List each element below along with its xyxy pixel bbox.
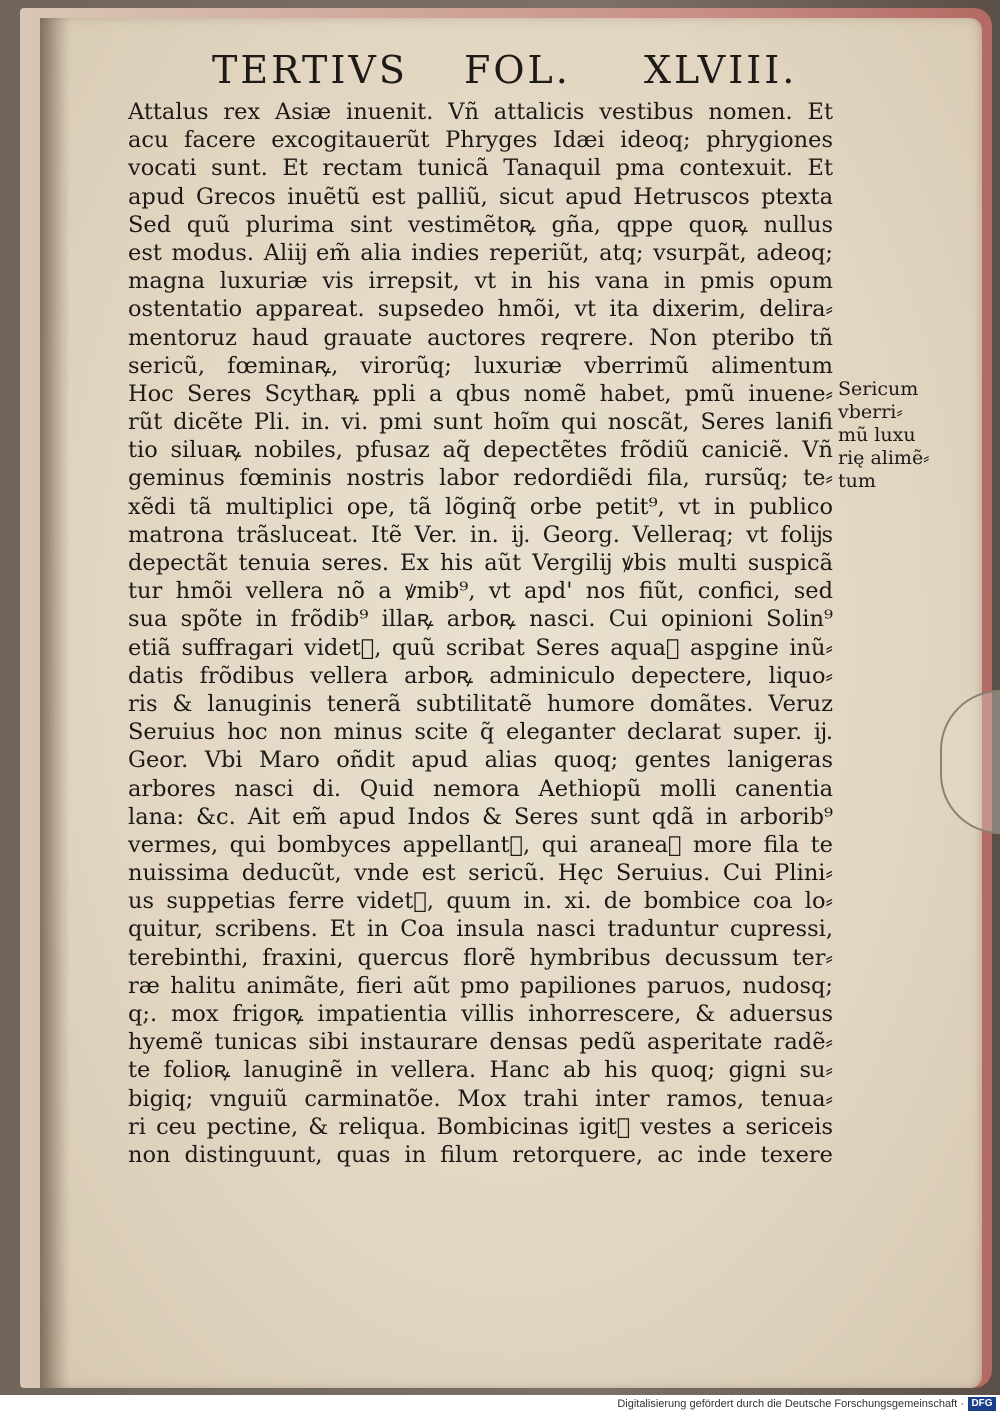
text-line: sua spõte in frõdib⁹ illaꝶ arboꝶ nasci. Cui opinioni Solin⁹ bbox=[128, 606, 833, 633]
text-line: vocati sunt. Et rectam tunicã Tanaquil pma contexuit. Et bbox=[128, 155, 833, 182]
text-line: acu facere excogitauerũt Phryges Idæi ideoq; phrygiones bbox=[128, 127, 833, 154]
text-line: tur hmõi vellera nõ a ꝟmib⁹, vt apd' nos fiũt, confici, sed bbox=[128, 578, 833, 605]
text-line: ostentatio appareat. supsedeo hmõi, vt ita dixerim, delira⸗ bbox=[128, 296, 833, 323]
text-line: Sed quũ plurima sint vestimẽtoꝶ gña, qppe quoꝶ nullus bbox=[128, 211, 833, 238]
text-line: est modus. Aliĳ em̃ alia indies reperiũt, atq; vsurpãt, adeoq; bbox=[128, 239, 833, 266]
page-gutter bbox=[40, 18, 70, 1388]
marginal-note-line: tum bbox=[838, 470, 876, 492]
text-line: ris & lanuginis tenerã subtilitatẽ humore domãtes. Veruz bbox=[128, 690, 833, 717]
text-line: Seruius hoc non minus scite q̃ eleganter declarat super. ĳ. bbox=[128, 719, 833, 746]
text-line: terebinthi, fraxini, quercus florẽ hymbribus decussum ter⸗ bbox=[128, 944, 833, 971]
text-line: Hoc Seres Scythaꝶ ppli a qbus nomẽ habet, pmũ inuene⸗ bbox=[128, 380, 833, 407]
text-line: quitur, scribens. Et in Coa insula nasci traduntur cupressi, bbox=[128, 916, 833, 943]
text-line: tio siluaꝶ nobiles, pfusaz aq̃ depectẽtes frõdiũ caniciẽ. Vñ bbox=[128, 437, 833, 464]
text-line: us suppetias ferre videt᷑, quum in. xi. de bombice coa lo⸗ bbox=[128, 888, 833, 915]
marginal-note-line: Sericum bbox=[838, 378, 919, 400]
text-line: xẽdi tã multiplici ope, tã lõginq̃ orbe petit⁹, vt in publico bbox=[128, 493, 833, 520]
text-line: datis frõdibus vellera arboꝶ adminiculo depectere, liquo⸗ bbox=[128, 662, 833, 689]
marginal-note-line: mũ luxu bbox=[838, 424, 916, 446]
header-title: TERTIVS bbox=[212, 48, 408, 92]
text-line: depectãt tenuia seres. Ex his aũt Vergilĳ ꝟbis multi suspicã bbox=[128, 550, 833, 576]
marginal-note-line: rię alimẽ⸗ bbox=[838, 447, 930, 469]
text-line: non distinguunt, quas in filum retorquere, ac inde texere bbox=[128, 1141, 833, 1168]
funding-credit: Digitalisierung gefördert durch die Deutsche Forschungsgemeinschaft · bbox=[617, 1398, 964, 1410]
text-line: Geor. Vbi Maro oñdit apud alias quoq; gentes lanigeras bbox=[128, 747, 833, 774]
text-line: sericũ, fœminaꝶ, virorũq; luxuriæ vberrimũ alimentum bbox=[128, 352, 833, 379]
text-line: Attalus rex Asiæ inuenit. Vñ attalicis vestibus nomen. Et bbox=[128, 99, 833, 125]
text-line: mentoruz haud grauate auctores reqrere. Non pteribo tñ bbox=[128, 324, 833, 351]
text-line: q;. mox frigoꝶ impatientia villis inhorrescere, & aduersus bbox=[128, 1001, 833, 1027]
text-line: magna luxuriæ vis irrepsit, vt in his vana in pmis opum bbox=[128, 268, 833, 295]
dfg-logo: DFG bbox=[968, 1397, 996, 1411]
text-line: geminus fœminis nostris labor redordiẽdi fila, rursũq; te⸗ bbox=[128, 465, 833, 492]
text-line: ri ceu pectine, & reliqua. Bombicinas igit᷑ vestes a sericeis bbox=[128, 1113, 833, 1140]
text-line: matrona trãsluceat. Itẽ Ver. in. ĳ. Georg. Velleraq; vt folĳs bbox=[128, 521, 833, 548]
text-line: apud Grecos inuẽtũ est palliũ, sicut apud Hetruscos ptexta bbox=[128, 183, 833, 210]
text-line: bigiq; vnguiũ carminatõe. Mox trahi inter ramos, tenua⸗ bbox=[128, 1085, 833, 1112]
text-line: hyemẽ tunicas sibi instaurare densas pedũ asperitate radẽ⸗ bbox=[128, 1029, 833, 1056]
text-line: ræ halitu animãte, fieri aũt pmo papiliones paruos, nudosq; bbox=[128, 972, 833, 999]
header-folio-label: FOL. bbox=[464, 48, 571, 92]
marginal-note bbox=[838, 378, 948, 493]
text-line: vermes, qui bombyces appellant᷑, qui araneaꝶ more fila te bbox=[128, 831, 833, 858]
text-line: nuissima deducũt, vnde est sericũ. Hęc Seruius. Cui Plini⸗ bbox=[128, 860, 833, 887]
text-line: arbores nasci di. Quid nemora Aethiopũ molli canentia bbox=[128, 775, 833, 802]
body-text-block bbox=[128, 98, 833, 1169]
text-line: te folioꝶ lanuginẽ in vellera. Hanc ab his quoq; gigni su⸗ bbox=[128, 1057, 833, 1084]
text-line: lana: &c. Ait em̃ apud Indos & Seres sunt qdã in arborib⁹ bbox=[128, 803, 833, 830]
text-line: rũt dicẽte Pli. in. vi. pmi sunt hoĩm qui noscãt, Seres lanifi bbox=[128, 409, 833, 436]
header-folio-number: XLVIII. bbox=[644, 48, 798, 92]
running-header bbox=[212, 48, 812, 96]
marginal-note-line: vberri⸗ bbox=[838, 401, 903, 423]
text-line: etiã suffragari videt᷑, quũ scribat Seres aquaꝶ aspgine inũ⸗ bbox=[128, 634, 833, 661]
